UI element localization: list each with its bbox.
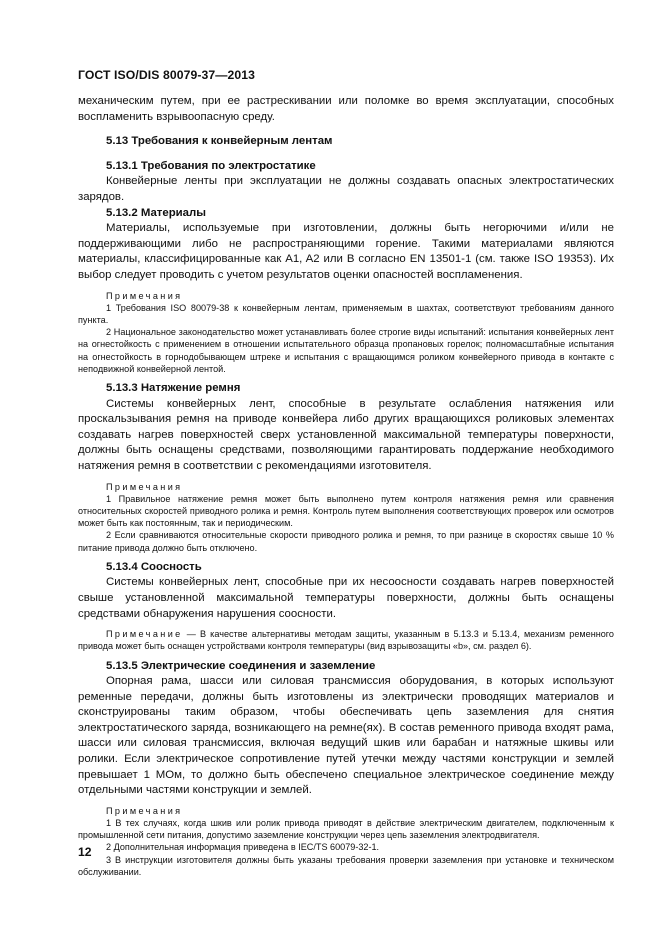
note-item: 1 Требования ISO 80079-38 к конвейерным лентам, применяемым в шахтах, соответствуют требованиям данного пункта.	[78, 302, 614, 325]
page-number: 12	[78, 845, 92, 859]
section-5-13-2-heading: 5.13.2 Материалы	[106, 206, 206, 219]
notes-title: Примечания	[106, 290, 183, 301]
note-item: 2 Национальное законодательство может устанавливать более строгие виды испытаний: испытания конвейерных лент на огнестойкость с применением в отношении испытательного образца пропановых горелок; полномасштабные испытания на огнестойкость в горнодобывающем штреке и испытания с вращающимся роликом конвейерного привода в контакте с неподвижной конвейерной лентой.	[78, 327, 614, 374]
page-content	[78, 94, 614, 878]
note-item: 1 Правильное натяжение ремня может быть выполнено путем контроля натяжения ремня или сравнения относительных скоростей приводного ролика и ремня. Контроль путем выполнения соответствующих проверок или осмотров может быть как постоянным, так и периодическим.	[78, 493, 614, 529]
section-5-13-4-text: Системы конвейерных лент, способные при их несоосности создавать нагрев поверхностей свыше установленной максимальной температуры поверхности, должны быть оснащены средствами обнаружения нарушения соосности.	[78, 576, 614, 620]
section-5-13-1-heading: 5.13.1 Требования по электростатике	[106, 159, 316, 172]
section-5-13-3-heading: 5.13.3 Натяжение ремня	[106, 381, 241, 394]
notes-title: Примечания	[106, 481, 183, 492]
document-header: ГОСТ ISO/DIS 80079-37—2013	[78, 68, 256, 82]
single-note	[78, 628, 614, 652]
note-item: 2 Если сравниваются относительные скорости приводного ролика и ремня, то при разнице в скоростях свыше 10 % питание привода должно быть отключено.	[78, 530, 614, 553]
section-5-13-5-heading: 5.13.5 Электрические соединения и заземление	[106, 659, 376, 672]
note-item: 1 В тех случаях, когда шкив или ролик привода приводят в действие электрическим двигателем, подключенным к промышленной сети питания, допустимо заземление конструкции через цепь заземления электродвигателя.	[78, 818, 614, 841]
note-label: Примечание	[106, 629, 183, 640]
section-5-13-5-text: Опорная рама, шасси или силовая трансмиссия оборудования, в которых используют ременные передачи, должны быть изготовлены из электрически проводящих материалов и сконструированы таким образом, чтобы обеспечивать цепь заземления для снятия электростатического заряда, возникающего на ремне(ях). В состав ременного привода входят рама, шасси или силовая трансмиссия, включая ведущий шкив или барабан и натяжные шкивы или ролики. Если электрическое сопротивление путей утечки между частями конструкции и землей превышает 1 МОм, то должно быть обеспечено специальное электрическое соединение между отдельными частями конструкции и землей.	[78, 675, 614, 797]
section-5-13-heading: 5.13 Требования к конвейерным лентам	[106, 135, 333, 148]
section-5-13-4-heading: 5.13.4 Соосность	[106, 560, 202, 573]
notes-title: Примечания	[106, 805, 183, 816]
section-5-13-2-text: Материалы, используемые при изготовлении, должны быть негорючими и/или не поддерживающими либо не распространяющими горение. Такими материалами являются материалы, классифицированные как A1, A2 или B согласно EN 13501-1 (см. также ISO 19353). Их выбор следует проводить с учетом результатов оценки опасностей воспламенения.	[78, 222, 614, 281]
section-5-13-1-text: Конвейерные ленты при эксплуатации не должны создавать опасных электростатических зарядов.	[78, 175, 614, 203]
section-5-13-3-text: Системы конвейерных лент, способные в результате ослабления натяжения или проскальзывания ремня на приводе конвейера либо других вращающихся роликовых элементах создавать нагрев поверхностей сверх установленной максимальной температуры поверхности, должны быть оснащены средствами, позволяющими гарантировать поддержание необходимого натяжения ремня в соответствии с рекомендациями изготовителя.	[78, 397, 614, 472]
intro-paragraph: механическим путем, при ее растрескивании или поломке во время эксплуатации, способных воспламенить взрывоопасную среду.	[78, 95, 614, 123]
note-item: 3 В инструкции изготовителя должны быть указаны требования проверки заземления при установке и техническом обслуживании.	[78, 854, 614, 877]
note-item: 2 Дополнительная информация приведена в IEC/TS 60079-32-1.	[106, 842, 380, 853]
note-text: — В качестве альтернативы методам защиты, указанным в 5.13.3 и 5.13.4, механизм ременного привода может быть оснащен устройствами контроля температуры (вид взрывозащиты «b», см. раздел 6).	[78, 629, 614, 652]
